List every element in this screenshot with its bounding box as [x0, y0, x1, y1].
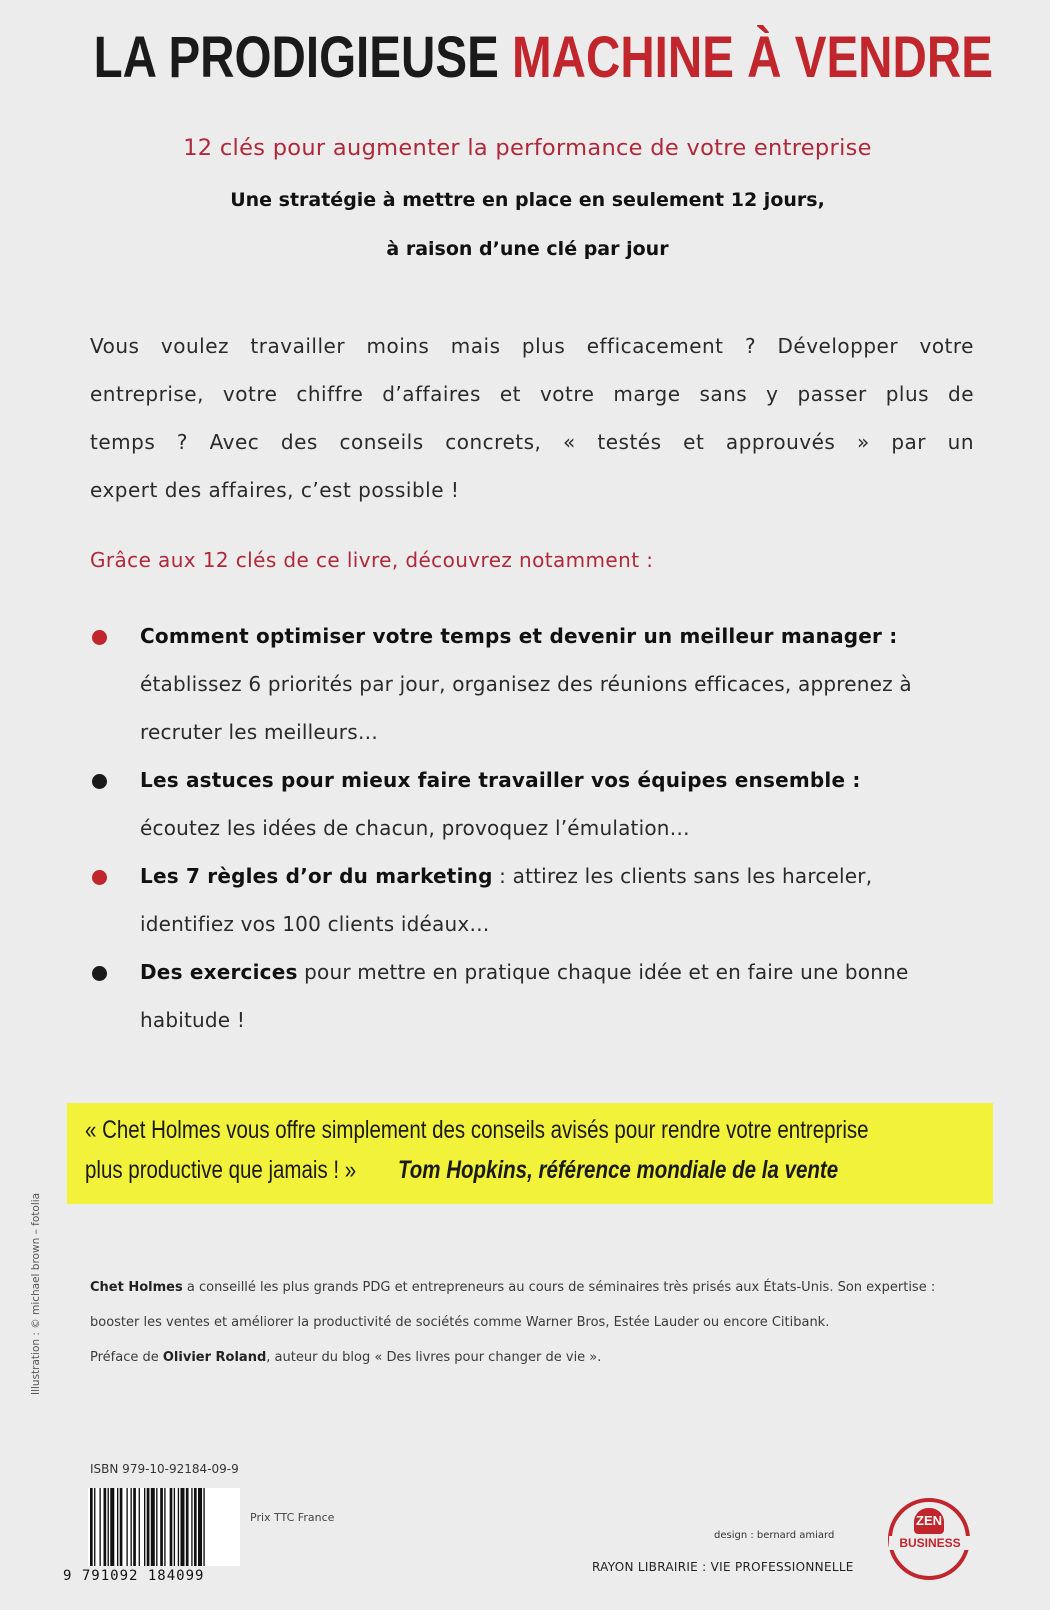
- preface-prefix: Préface de: [90, 1350, 163, 1365]
- author-name: Chet Holmes: [90, 1280, 183, 1295]
- tagline-line-2: à raison d’une clé par jour: [386, 238, 669, 260]
- author-bio: [90, 1270, 975, 1375]
- bullet-heading: Les 7 règles d’or du marketing: [140, 864, 493, 888]
- illustration-credit: Illustration : © michael brown – fotolia: [30, 1192, 42, 1395]
- bullet-item: [90, 852, 970, 948]
- bullet-heading: Les astuces pour mieux faire travailler vos équipes ensemble :: [140, 768, 861, 792]
- red-bullet-dot-icon: [92, 870, 107, 885]
- intro-line: temps ? Avec des conseils concrets, « testés et approuvés » par un: [90, 430, 974, 454]
- zen-business-logo: [888, 1498, 970, 1580]
- preface-suffix: , auteur du blog « Des livres pour changer de vie ».: [266, 1350, 602, 1365]
- bio-paragraph: [90, 1270, 975, 1340]
- preface-author: Olivier Roland: [162, 1350, 267, 1365]
- quote-line-2: [85, 1156, 838, 1185]
- book-title: [93, 24, 993, 91]
- bullet-heading: Comment optimiser votre temps et devenir un meilleur manager :: [140, 624, 898, 648]
- quote-text-end: plus productive que jamais ! »: [85, 1156, 357, 1184]
- design-credit: design : bernard amiard: [714, 1530, 835, 1541]
- logo-zen-text: ZEN: [914, 1508, 944, 1534]
- isbn-text: ISBN 979-10-92184-09-9: [90, 1462, 239, 1476]
- intro-line: Vous voulez travailler moins mais plus efficacement ? Développer votre: [90, 334, 974, 358]
- black-bullet-dot-icon: [92, 966, 107, 981]
- barcode-digits: 9 791092 184099: [63, 1568, 205, 1584]
- quote-line-1: « Chet Holmes vous offre simplement des conseils avisés pour rendre votre entreprise: [85, 1116, 869, 1144]
- price-label: Prix TTC France: [250, 1511, 335, 1524]
- preface-line: [90, 1340, 975, 1375]
- bullet-list: [90, 612, 970, 1044]
- title-part-1: LA PRODIGIEUSE: [93, 25, 499, 90]
- bullet-text: établissez 6 priorités par jour, organisez des réunions efficaces, apprenez à recruter les meilleurs…: [140, 672, 912, 744]
- bullet-text: écoutez les idées de chacun, provoquez l’émulation…: [140, 816, 690, 840]
- bio-text: a conseillé les plus grands PDG et entrepreneurs au cours de séminaires très prisés aux États-Unis. Son expertise : booster les ventes et améliorer la productivité de sociétés comme Warner Bros, Estée Lauder ou encore Citibank.: [90, 1280, 936, 1330]
- bullet-item: [90, 948, 970, 1044]
- intro-line: entreprise, votre chiffre d’affaires et votre marge sans y passer plus de: [90, 382, 974, 406]
- title-part-2: MACHINE À VENDRE: [512, 25, 993, 90]
- red-bullet-dot-icon: [92, 630, 107, 645]
- intro-paragraph: [90, 322, 974, 514]
- quote-author: Tom Hopkins, référence mondiale de la vente: [397, 1156, 839, 1184]
- endorsement-quote-box: [67, 1103, 993, 1204]
- shelf-category: RAYON LIBRAIRIE : VIE PROFESSIONNELLE: [592, 1560, 854, 1574]
- logo-business-text: BUSINESS: [889, 1536, 971, 1550]
- book-subtitle: 12 clés pour augmenter la performance de votre entreprise: [183, 135, 872, 161]
- barcode-icon: [88, 1488, 240, 1566]
- bullet-item: [90, 756, 970, 852]
- bullets-lead: Grâce aux 12 clés de ce livre, découvrez notamment :: [90, 548, 654, 572]
- bullet-item: [90, 612, 970, 756]
- tagline-line-1: Une stratégie à mettre en place en seulement 12 jours,: [230, 189, 825, 211]
- intro-line: expert des affaires, c’est possible !: [90, 478, 460, 502]
- bullet-heading: Des exercices: [140, 960, 298, 984]
- bullet-text: : attirez les clients sans les harceler, identifiez vos 100 clients idéaux…: [140, 864, 873, 936]
- bullet-text: pour mettre en pratique chaque idée et en faire une bonne habitude !: [140, 960, 909, 1032]
- black-bullet-dot-icon: [92, 774, 107, 789]
